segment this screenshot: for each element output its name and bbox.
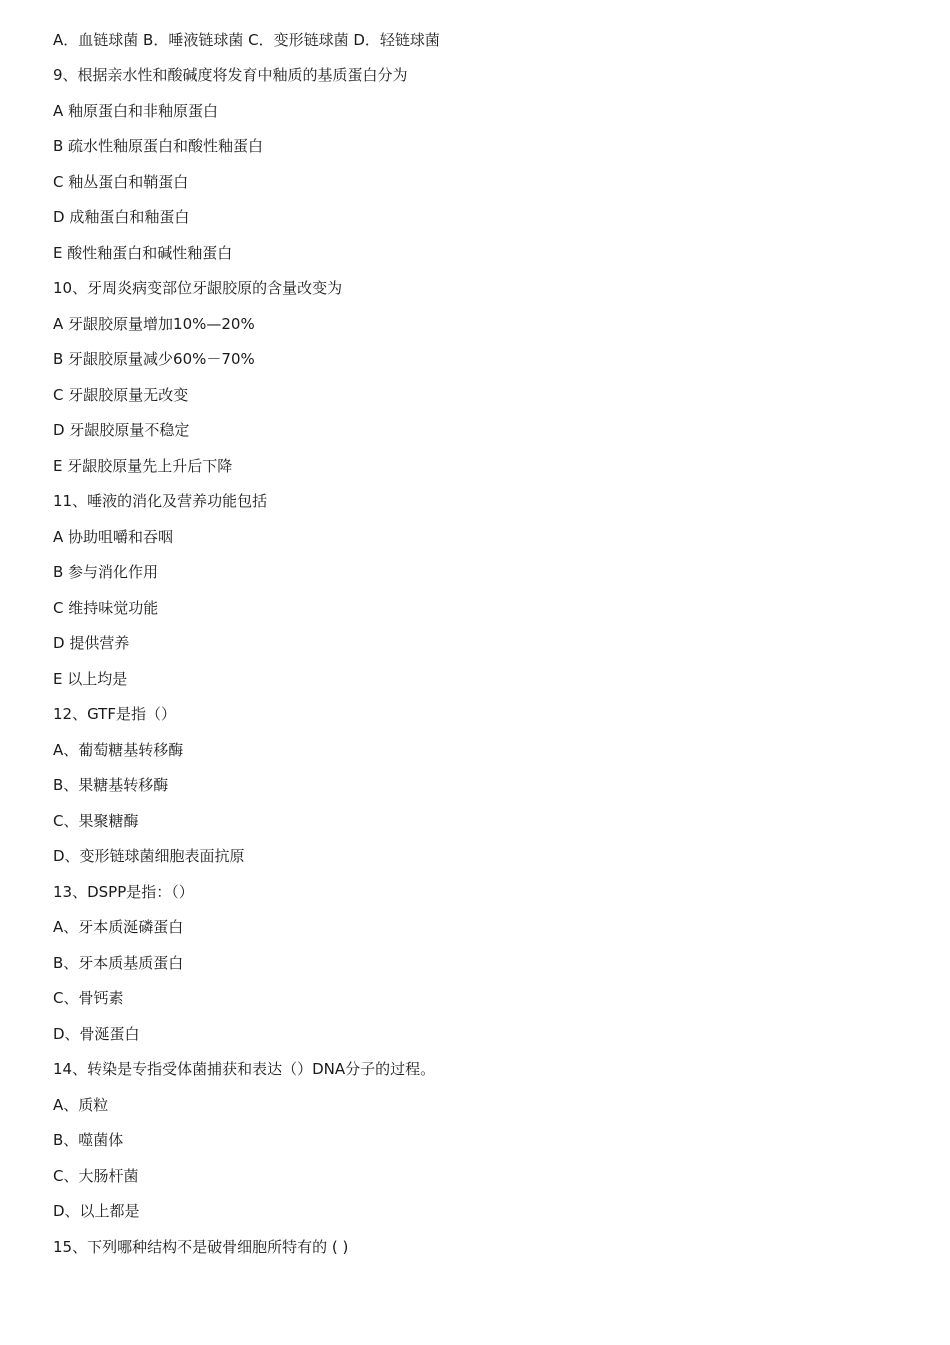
q11-option-d: D 提供营养	[53, 634, 130, 652]
question-13-text: 13、DSPP是指：（）	[53, 883, 194, 901]
q10-option-d: D 牙龈胶原量不稳定	[53, 421, 190, 439]
q11-option-c: C 维持味觉功能	[53, 599, 159, 617]
question-9-text: 9、根据亲水性和酸碱度将发育中釉质的基质蛋白分为	[53, 66, 408, 84]
q14-option-b: B、噬菌体	[53, 1131, 124, 1149]
q10-option-a: A 牙龈胶原量增加10%—20%	[53, 315, 255, 333]
q12-option-c: C、果聚糖酶	[53, 812, 139, 830]
q10-option-c: C 牙龈胶原量无改变	[53, 386, 189, 404]
q11-option-a: A 协助咀嚼和吞咽	[53, 528, 174, 546]
q11-option-b: B 参与消化作用	[53, 563, 159, 581]
q14-option-d: D、以上都是	[53, 1202, 140, 1220]
q10-option-b: B 牙龈胶原量减少60%－70%	[53, 350, 255, 368]
q13-option-c: C、骨钙素	[53, 989, 124, 1007]
q13-option-d: D、骨涎蛋白	[53, 1025, 140, 1043]
q11-option-e: E 以上均是	[53, 670, 128, 688]
q14-option-c: C、大肠杆菌	[53, 1167, 139, 1185]
q12-option-d: D、变形链球菌细胞表面抗原	[53, 847, 245, 865]
q9-option-a: A 釉原蛋白和非釉原蛋白	[53, 102, 219, 120]
q9-option-b: B 疏水性釉原蛋白和酸性釉蛋白	[53, 137, 264, 155]
option-line-q8: A．血链球菌 B．唾液链球菌 C．变形链球菌 D．轻链球菌	[53, 31, 440, 49]
q10-option-e: E 牙龈胶原量先上升后下降	[53, 457, 233, 475]
q9-option-e: E 酸性釉蛋白和碱性釉蛋白	[53, 244, 233, 262]
question-10-text: 10、牙周炎病变部位牙龈胶原的含量改变为	[53, 279, 343, 297]
q12-option-a: A、葡萄糖基转移酶	[53, 741, 184, 759]
question-15-text: 15、下列哪种结构不是破骨细胞所特有的 ( )	[53, 1238, 349, 1256]
question-11-text: 11、唾液的消化及营养功能包括	[53, 492, 268, 510]
q14-option-a: A、质粒	[53, 1096, 109, 1114]
q13-option-a: A、牙本质涎磷蛋白	[53, 918, 184, 936]
q9-option-d: D 成釉蛋白和釉蛋白	[53, 208, 190, 226]
q13-option-b: B、牙本质基质蛋白	[53, 954, 184, 972]
q9-option-c: C 釉丛蛋白和鞘蛋白	[53, 173, 189, 191]
q12-option-b: B、果糖基转移酶	[53, 776, 169, 794]
question-14-text: 14、转染是专指受体菌捕获和表达（）DNA分子的过程。	[53, 1060, 436, 1078]
question-12-text: 12、GTF是指（）	[53, 705, 176, 723]
